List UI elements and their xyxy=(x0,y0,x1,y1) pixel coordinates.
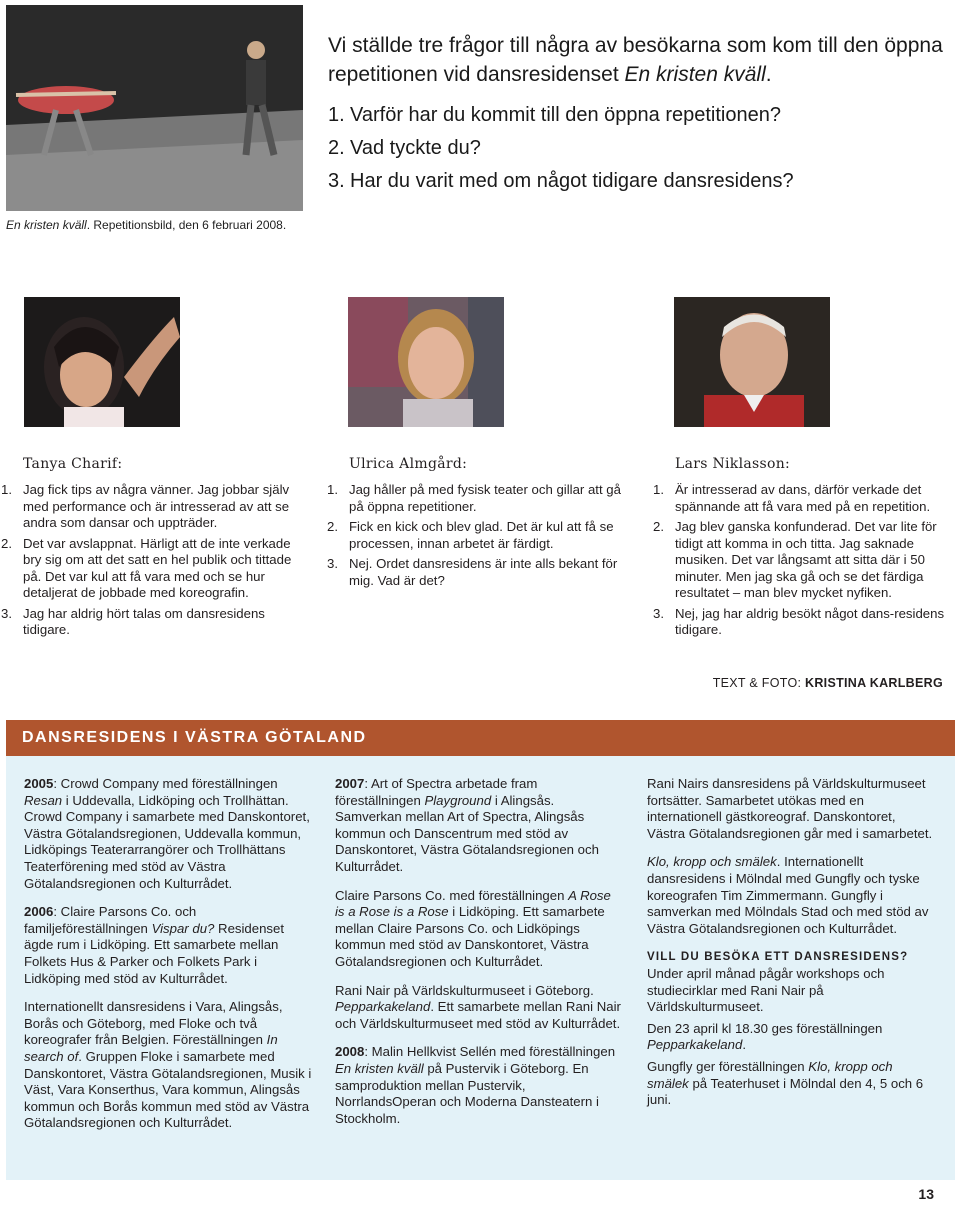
visit-performance: Den 23 april kl 18.30 ges föreställningen Pepparkakeland. xyxy=(647,1020,883,1053)
banner-title: DANSRESIDENS I VÄSTRA GÖTALAND xyxy=(22,729,367,746)
portrait-lars-niklasson xyxy=(674,297,830,427)
answer-item: 2. Fick en kick och blev glad. Det är kul att få se processen, innan arbetet är färdigt. xyxy=(327,519,614,551)
intro-text: Vi ställde tre frågor till några av besökarna som kom till den öppna repetitionen vid dansresidenset En kristen kväll. xyxy=(328,34,943,86)
fact-2008: 2008: Malin Hellkvist Sellén med föreställningen En kristen kväll på Pustervik i Göteborg. En samproduktion mellan Pustervik, NorrlandsOperan och Moderna Dansteatern i Stockholm. xyxy=(335,1044,616,1126)
answer-item: 3. Jag har aldrig hört talas om dansresidens tidigare. xyxy=(1,605,265,637)
section-banner xyxy=(6,720,955,756)
answer-item: 1. Jag fick tips av några vänner. Jag jobbar själv med performance och är intresserad av att se andra som dansar och uppträder. xyxy=(1,482,290,530)
fact-2007-rani: Rani Nair på Världskulturmuseet i Göteborg. Pepparkakeland. Ett samarbete mellan Rani Nair och Världskulturmuseet med stöd av Kulturrådet. xyxy=(335,982,621,1031)
fact-column-3 xyxy=(647,776,937,1114)
interviewee-name: Lars Niklasson: xyxy=(675,456,791,472)
interview-tanya-charif xyxy=(1,456,308,643)
list-item: 1. Varför har du kommit till den öppna repetitionen? xyxy=(328,104,781,126)
photo-caption: En kristen kväll. Repetitionsbild, den 6 februari 2008. xyxy=(6,218,287,232)
answer-item: 3. Nej. Ordet dansresidens är inte alls bekant för mig. Vad är det? xyxy=(327,556,618,588)
fact-2007: 2007: Art of Spectra arbetade fram föreställningen Playground i Alingsås. Samverkan mellan Art of Spectra, Alingsås kommun och Danscentrum med stöd av Danskontoret, Västra Götalandsregionen och Kulturrådet. xyxy=(335,776,599,874)
question-list xyxy=(328,99,948,198)
interviewee-name: Tanya Charif: xyxy=(23,456,123,472)
fact-2006-international: Internationellt dansresidens i Vara, Alingsås, Borås och Göteborg, med Floke och två koreografer från Belgien. Föreställningen In search of. Gruppen Floke i samarbete med Danskontoret, Västra Götalandsregionen, Musik i Väst, Vara Konserthus, Vara kommun, Alingsås kommun och Borås kommun med stöd av Västra Götalandsregionen och Kulturrådet. xyxy=(24,999,312,1131)
visit-gungfly: Gungfly ger föreställningen Klo, kropp och smälek på Teaterhuset i Mölndal den 4, 5 och 6 juni. xyxy=(647,1058,924,1108)
rehearsal-photo xyxy=(6,5,303,211)
fact-column-2 xyxy=(335,776,623,1132)
answer-item: 1. Jag håller på med fysisk teater och gillar att gå på öppna repetitioner. xyxy=(327,482,621,514)
photo-credit: TEXT & FOTO: KRISTINA KARLBERG xyxy=(712,676,943,690)
fact-2007-claire: Claire Parsons Co. med föreställningen A Rose is a Rose is a Rose i Lidköping. Ett samarbete mellan Claire Parsons Co. och Lidköpings kommun med stöd av Danskontoret, Västra Götalandsregionen och Kulturrådet. xyxy=(335,887,611,969)
interviewee-name: Ulrica Almgård: xyxy=(349,456,468,472)
answer-item: 1. Är intresserad av dans, därför verkade det spännande att få vara med på en repetition. xyxy=(653,482,931,514)
answer-item: 2. Jag blev ganska konfunderad. Det var lite för tidigt att komma in och titta. Jag saknade musiken. Det var långsamt att sitta där i 50 minuter. Men jag ska gå och se det färdiga resultatet – man blev mycket nyfiken. xyxy=(653,519,937,600)
list-item: 2. Vad tyckte du? xyxy=(328,137,481,159)
interview-ulrica-almgard xyxy=(327,456,634,593)
fact-column-1 xyxy=(24,776,312,1137)
visit-heading: VILL DU BESÖKA ETT DANSRESIDENS? xyxy=(647,951,909,964)
fact-rani-continues: Rani Nairs dansresidens på Världskulturmuseet fortsätter. Samarbetet utökas med en internationell gästkoreograf. Danskontoret, Västra Götalandsregionen går med i samarbetet. xyxy=(647,776,933,841)
answer-item: 2. Det var avslappnat. Härligt att de inte verkade bry sig om att det satt en hel publik och tittade på. Det var kul att få vara med och se hur detaljerat de jobbade med koreografin. xyxy=(1,535,292,600)
list-item: 3. Har du varit med om något tidigare dansresidens? xyxy=(328,170,794,192)
visit-workshops: Under april månad pågår workshops och studiecirklar med Rani Nair på Världskulturmuseet. xyxy=(647,965,885,1015)
fact-2006: 2006: Claire Parsons Co. och familjeföreställningen Vispar du? Residenset ägde rum i Lidköping. Ett samarbete mellan Folkets Hus & Parker och Folkets Park i Lidköping med stöd av Kulturrådet. xyxy=(24,904,285,986)
portrait-tanya-charif xyxy=(24,297,180,427)
fact-klo: Klo, kropp och smälek. Internationellt dansresidens i Mölndal med Gungfly och tyske koreografen Tim Zimmermann. Gungfly i samverkan med Mölndals Stad och med stöd av Västra Götalandsregionen och Kulturrådet. xyxy=(647,854,929,936)
answer-item: 3. Nej, jag har aldrig besökt något dans-residens tidigare. xyxy=(653,605,945,637)
portrait-ulrica-almgard xyxy=(348,297,504,427)
fact-2005: 2005: Crowd Company med föreställningen Resan i Uddevalla, Lidköping och Trollhättan. Crowd Company i samarbete med Danskontoret, Västra Götalandsregionen, Uddevalla kommun, Lidköpings Teaterarrangörer och Trollhättans Teaterförening med stöd av Västra Götalandsregionen och Kulturrådet. xyxy=(24,776,310,891)
interview-lars-niklasson xyxy=(653,456,960,643)
page-number: 13 xyxy=(918,1186,934,1202)
